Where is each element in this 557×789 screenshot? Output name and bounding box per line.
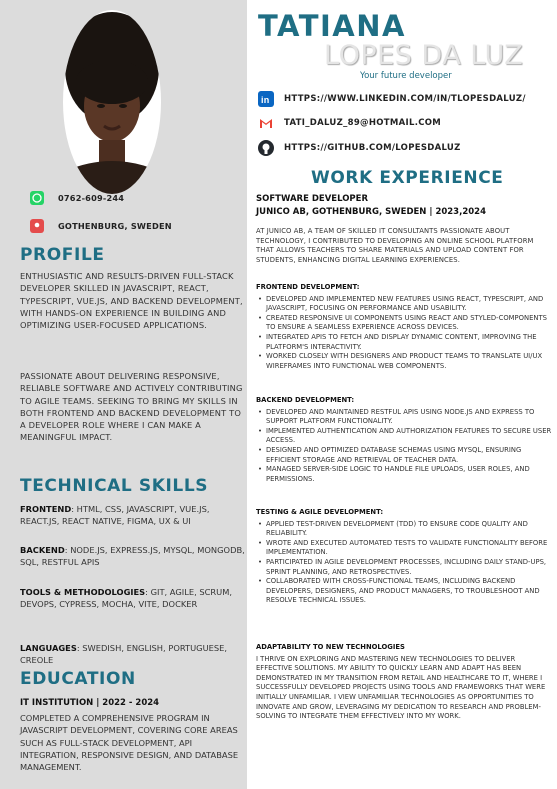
map-pin-icon [30,219,44,233]
education-title: IT INSTITUTION | 2022 - 2024 [20,698,160,708]
technical-skills-heading: TECHNICAL SKILLS [20,476,209,496]
list-item: • APPLIED TEST-DRIVEN DEVELOPMENT (TDD) TO ENSURE CODE QUALITY AND RELIABILITY. [256,520,552,539]
section-title: FRONTEND DEVELOPMENT: [256,283,360,291]
testing-section [256,508,552,606]
skill-languages [20,642,245,667]
skill-label: LANGUAGES [20,643,77,653]
section-title: BACKEND DEVELOPMENT: [256,396,355,404]
list-item: • MANAGED SERVER-SIDE LOGIC TO HANDLE FILE UPLOADS, USER ROLES, AND PERMISSIONS. [256,465,552,484]
linkedin-icon [258,91,274,107]
list-item: • CREATED RESPONSIVE UI COMPONENTS USING REACT AND STYLED-COMPONENTS TO ENSURE A SEAMLESS EXPERIENCE ACROSS DEVICES. [256,314,552,333]
job-company: JUNICO AB, GOTHENBURG, SWEDEN | 2023,2024 [256,206,486,217]
svg-text:in: in [261,95,270,105]
skill-value: : GIT, AGILE, SCRUM, DEVOPS, CYPRESS, MOCHA, VITE, DOCKER [20,587,233,610]
email-address: TATI_DALUZ_89@HOTMAIL.COM [284,118,442,128]
skill-label: FRONTEND [20,504,72,514]
list-item: • WROTE AND EXECUTED AUTOMATED TESTS TO VALIDATE FUNCTIONALITY BEFORE IMPLEMENTATION. [256,539,552,558]
github-icon [258,140,274,156]
skill-backend [20,544,245,569]
section-title: ADAPTABILITY TO NEW TECHNOLOGIES [256,643,405,651]
profile-paragraph-1: ENTHUSIASTIC AND RESULTS-DRIVEN FULL-STACK DEVELOPER SKILLED IN JAVASCRIPT, REACT, TYPESCRIPT, VUE.JS, AND BACKEND DEVELOPMENT, WITH HANDS-ON EXPERIENCE IN BUILDING AND OPTIMIZING USER-FOCUSED APPLICATIONS. [20,271,243,331]
phone-contact [30,191,124,205]
email-link[interactable] [258,115,441,131]
location: GOTHENBURG, SWEDEN [58,221,172,231]
skill-value: : SWEDISH, ENGLISH, PORTUGUESE, CREOLE [20,643,228,666]
github-url: HTTPS://GITHUB.COM/LOPESDALUZ [284,143,461,153]
profile-heading: PROFILE [20,245,105,265]
education-heading: EDUCATION [20,669,136,689]
linkedin-url: HTTPS://WWW.LINKEDIN.COM/IN/TLOPESDALUZ/ [284,94,526,104]
adaptability-section [256,643,552,722]
last-name: LOPES DA LUZ [324,40,524,71]
list-item: • PARTICIPATED IN AGILE DEVELOPMENT PROCESSES, INCLUDING DAILY STAND-UPS, SPRINT PLANNING, AND RETROSPECTIVES. [256,558,552,577]
skill-value: : HTML, CSS, JAVASCRIPT, VUE.JS, REACT.JS, REACT NATIVE, FIGMA, UX & UI [20,504,210,527]
skill-label: TOOLS & METHODOLOGIES [20,587,146,597]
skill-frontend [20,503,245,528]
list-item: • DESIGNED AND OPTIMIZED DATABASE SCHEMAS USING MYSQL, ENSURING EFFICIENT STORAGE AND RETRIEVAL OF TEACHER DATA. [256,446,552,465]
linkedin-link[interactable] [258,91,526,107]
github-link[interactable] [258,140,461,156]
skill-label: BACKEND [20,545,65,555]
backend-section [256,396,552,484]
profile-photo [63,10,161,194]
gmail-icon [258,115,274,131]
phone-number: 0762-609-244 [58,193,125,203]
tagline: Your future developer [360,71,452,81]
profile-paragraph-2: PASSIONATE ABOUT DELIVERING RESPONSIVE, RELIABLE SOFTWARE AND ACTIVELY CONTRIBUTING TO AGILE TEAMS. SEEKING TO BRING MY SKILLS IN BOTH FRONTEND AND BACKEND DEVELOPMENT TO A DEVELOPER ROLE WHERE I CAN MAKE A MEANINGFUL IMPACT. [20,371,243,443]
skill-tools [20,586,245,611]
education-description: COMPLETED A COMPREHENSIVE PROGRAM IN JAVASCRIPT DEVELOPMENT, COVERING CORE AREAS SUCH AS FULL-STACK DEVELOPMENT, API INTEGRATION, RESPONSIVE DESIGN, AND DATABASE MANAGEMENT. [20,713,239,773]
work-experience-heading: WORK EXPERIENCE [311,168,504,188]
frontend-section [256,283,552,371]
list-item: • INTEGRATED APIS TO FETCH AND DISPLAY DYNAMIC CONTENT, IMPROVING THE PLATFORM'S INTERACTIVITY. [256,333,552,352]
job-role: SOFTWARE DEVELOPER [256,194,369,204]
list-item: • WORKED CLOSELY WITH DESIGNERS AND PRODUCT TEAMS TO TRANSLATE UI/UX WIREFRAMES INTO FUNCTIONAL WEB COMPONENTS. [256,352,552,371]
list-item: • COLLABORATED WITH CROSS-FUNCTIONAL TEAMS, INCLUDING BACKEND DEVELOPERS, DESIGNERS, AND PRODUCT MANAGERS, TO TROUBLESHOOT AND RESOLVE TECHNICAL ISSUES. [256,577,552,606]
job-header [256,193,486,218]
job-intro: AT JUNICO AB, A TEAM OF SKILLED IT CONSULTANTS PASSIONATE ABOUT TECHNOLOGY, I CONTRIBUTED TO DEVELOPING AN ONLINE SCHOOL PLATFORM THAT ALLOWS TEACHERS TO SHARE MATERIALS AND UPLOAD CONTENT FOR STUDENTS, ENHANCING DIGITAL LEARNING EXPERIENCES. [256,227,534,264]
whatsapp-icon [30,191,44,205]
adaptability-text: I THRIVE ON EXPLORING AND MASTERING NEW TECHNOLOGIES TO DELIVER EFFECTIVE SOLUTIONS. MY ABILITY TO QUICKLY LEARN AND ADAPT HAS BEEN DEMONSTRATED IN MY TRANSITION FROM RETAIL AND HEALTHCARE TO IT, WHERE I SUCCESSFULLY DEVELOPED PROJECTS USING TOOLS AND FRAMEWORKS THAT WERE INITIALLY UNFAMILIAR. I VIEW UNFAMILIAR TECHNOLOGIES AS OPPORTUNITIES TO INNOVATE AND GROW, LEVERAGING MY DEDICATION TO RESEARCH AND PROBLEM-SOLVING TO INTEGRATE THEM EFFECTIVELY INTO MY WORK. [256,654,546,721]
skill-value: : NODE.JS, EXPRESS.JS, MYSQL, MONGODB, SQL, RESTFUL APIS [20,545,245,568]
section-title: TESTING & AGILE DEVELOPMENT: [256,508,384,516]
list-item: • DEVELOPED AND IMPLEMENTED NEW FEATURES USING REACT, TYPESCRIPT, AND JAVASCRIPT, FOCUSING ON PERFORMANCE AND USABILITY. [256,295,552,314]
location-contact [30,219,172,233]
list-item: • IMPLEMENTED AUTHENTICATION AND AUTHORIZATION FEATURES TO SECURE USER ACCESS. [256,427,552,446]
first-name: TATIANA [258,9,406,43]
list-item: • DEVELOPED AND MAINTAINED RESTFUL APIS USING NODE.JS AND EXPRESS TO SUPPORT PLATFORM FUNCTIONALITY. [256,408,552,427]
